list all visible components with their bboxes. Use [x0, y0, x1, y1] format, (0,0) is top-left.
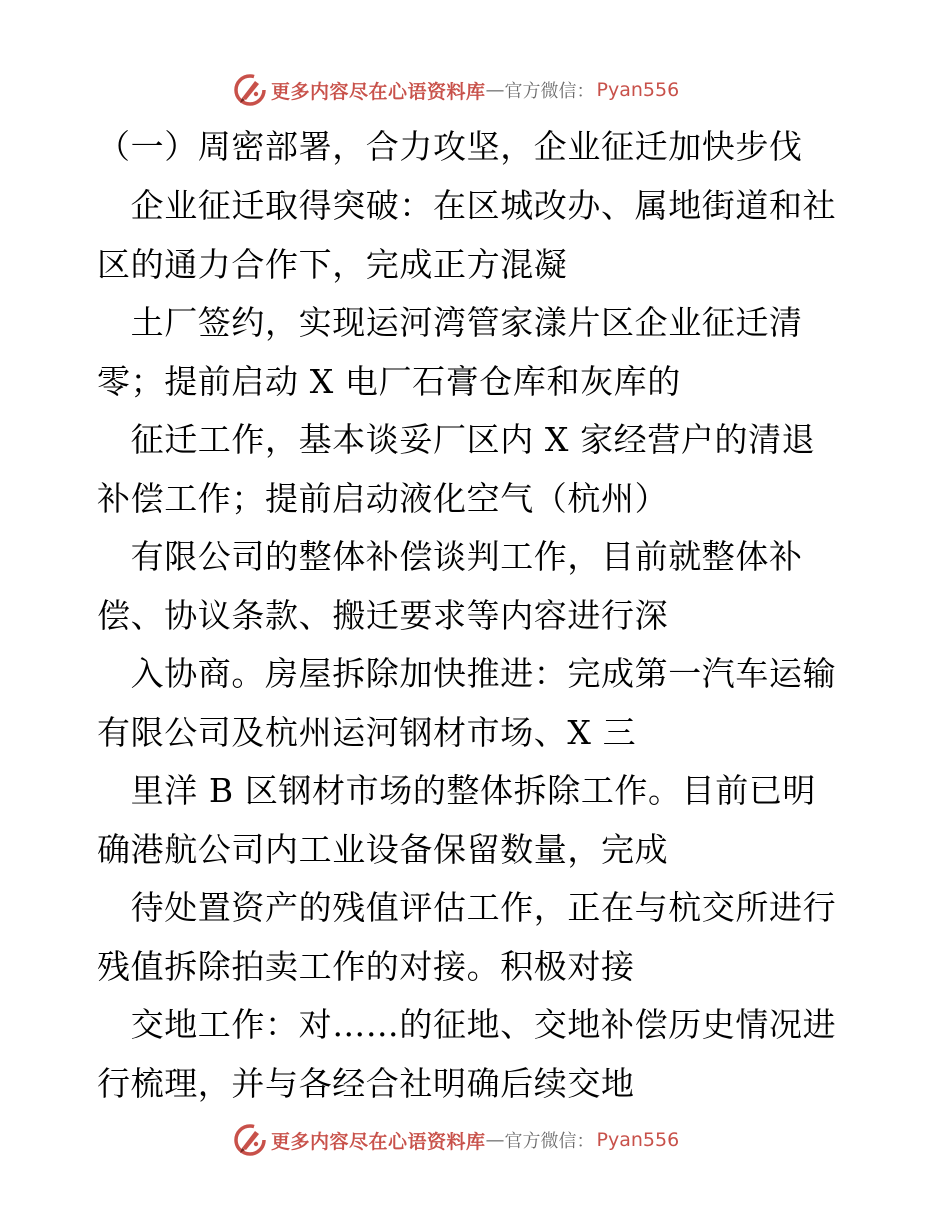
banner-main-text: 更多内容尽在心语资料库 — [271, 80, 486, 103]
banner-wechat-label: 官方微信： — [504, 81, 595, 102]
banner-wechat-id: Pyan556 — [596, 1129, 680, 1151]
body-line: 企业征迁取得突破：在区城改办、属地街道和社 — [97, 186, 837, 225]
body-line: 行梳理，并与各经合社明确后续交地 — [97, 1064, 635, 1103]
footer-banner — [0, 1120, 950, 1160]
header-banner — [0, 70, 950, 110]
body-line: （一）周密部署，合力攻坚，企业征迁加快步伐 — [97, 127, 803, 166]
body-line: 里洋 B 区钢材市场的整体拆除工作。目前已明 — [97, 771, 817, 810]
banner-dash: — — [485, 79, 505, 101]
banner-content — [233, 70, 679, 110]
banner-wechat-id: Pyan556 — [596, 79, 680, 101]
body-line: 待处置资产的残值评估工作，正在与杭交所进行 — [97, 888, 837, 927]
body-line: 残值拆除拍卖工作的对接。积极对接 — [97, 947, 635, 986]
body-line: 区的通力合作下，完成正方混凝 — [97, 245, 568, 284]
banner-content — [233, 1120, 679, 1160]
body-line: 有限公司及杭州运河钢材市场、X 三 — [97, 713, 637, 752]
body-line: 征迁工作，基本谈妥厂区内 X 家经营户的清退 — [97, 420, 816, 459]
body-line: 入协商。房屋拆除加快推进：完成第一汽车运输 — [97, 654, 837, 693]
body-line: 补偿工作；提前启动液化空气（杭州） — [97, 479, 669, 518]
banner-wechat-label: 官方微信： — [504, 1131, 595, 1152]
banner-dash: — — [485, 1129, 505, 1151]
banner-main-text: 更多内容尽在心语资料库 — [271, 1130, 486, 1153]
body-line: 土厂签约，实现运河湾管家漾片区企业征迁清 — [97, 303, 803, 342]
body-line: 零；提前启动 X 电厂石膏仓库和灰库的 — [97, 362, 681, 401]
body-line: 偿、协议条款、搬迁要求等内容进行深 — [97, 596, 669, 635]
body-line: 有限公司的整体补偿谈判工作，目前就整体补 — [97, 537, 803, 576]
quill-pen-logo-icon — [233, 1123, 267, 1157]
body-line: 确港航公司内工业设备保留数量，完成 — [97, 830, 669, 869]
body-line: 交地工作：对……的征地、交地补偿历史情况进 — [97, 1005, 837, 1044]
quill-pen-logo-icon — [233, 73, 267, 107]
